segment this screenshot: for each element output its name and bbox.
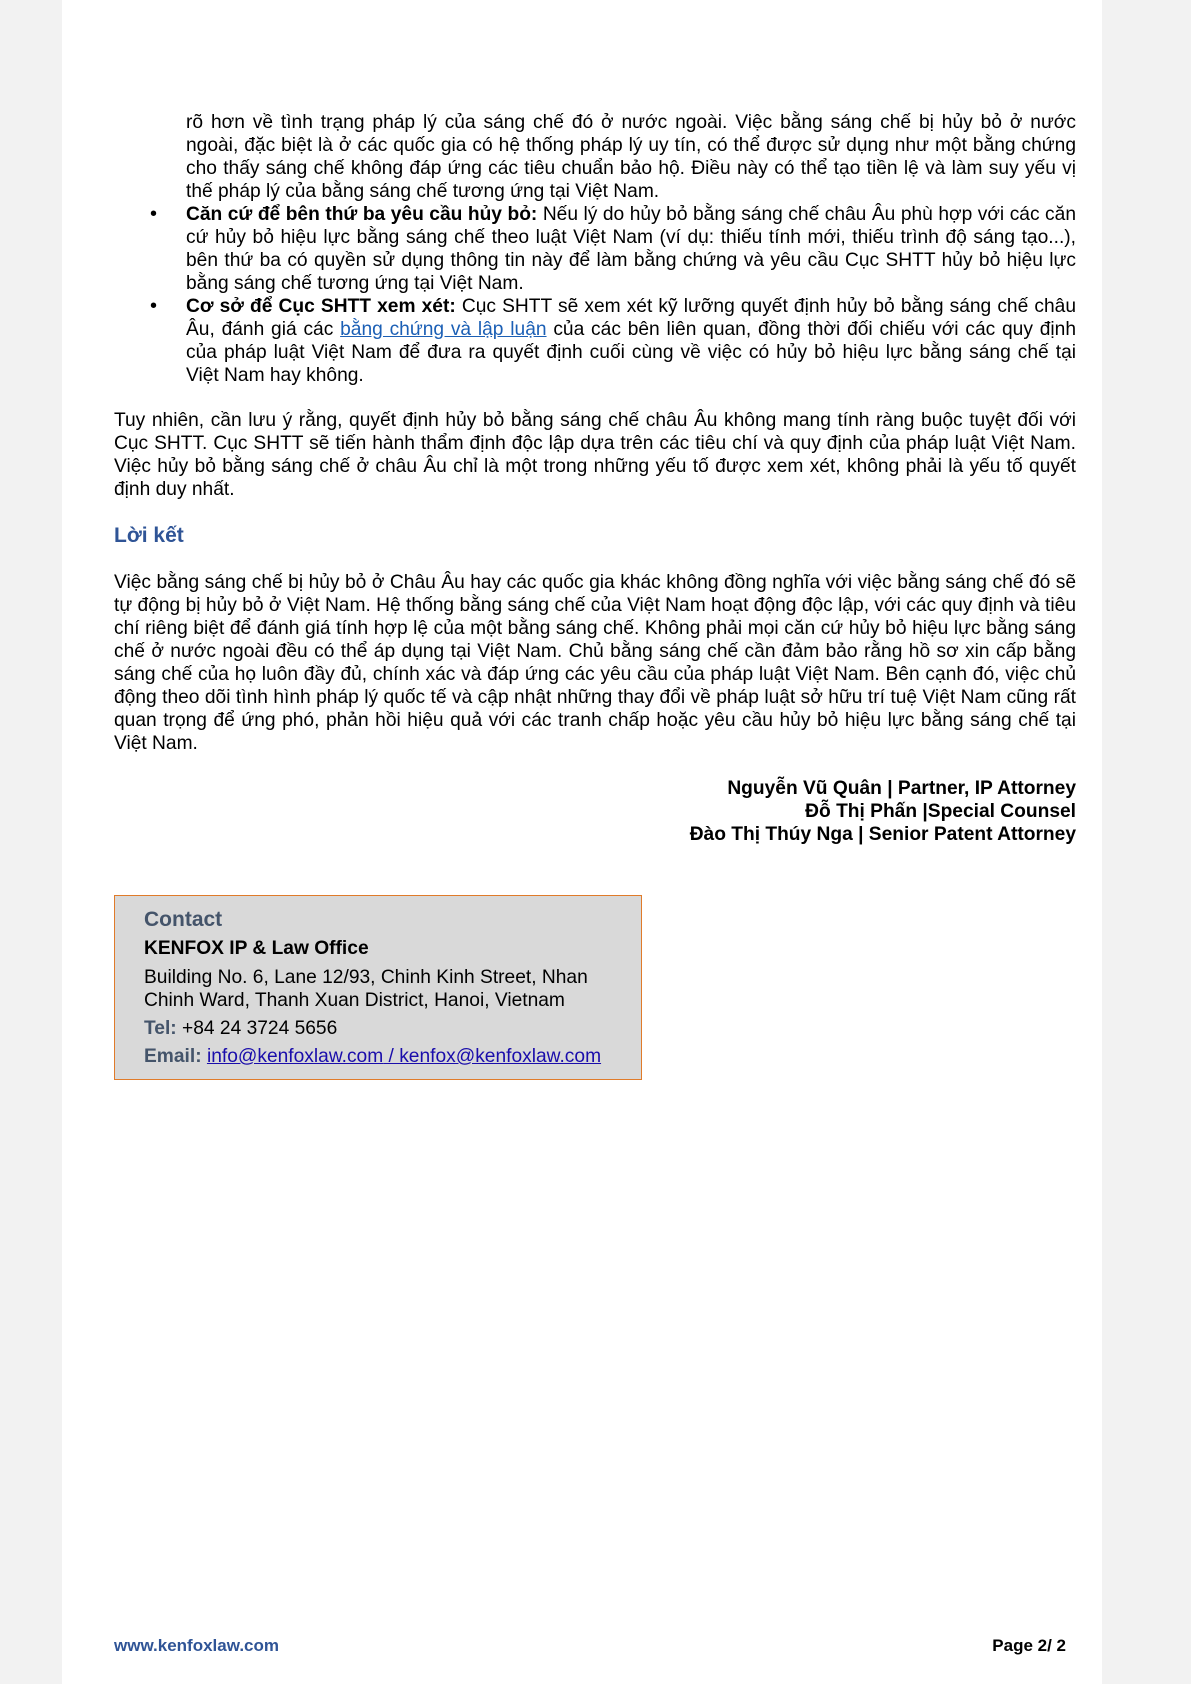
bullet-list [114,203,1076,387]
email-label: Email: [144,1046,202,1067]
bullet-icon: • [150,295,158,317]
conclusion-heading: Lời kết [114,524,184,547]
bullet-icon: • [150,203,158,225]
document-page [62,0,1102,1684]
contact-firm: KENFOX IP & Law Office [144,938,369,959]
tel-value: +84 24 3724 5656 [176,1018,338,1039]
signature-line: Nguyễn Vũ Quân | Partner, IP Attorney [727,778,1076,799]
signature-block [114,777,1076,846]
document-body [114,111,1076,846]
bullet-text: Cục SHTT sẽ xem xét kỹ lưỡng quyết định hủy bỏ bằng sáng chế châu Âu, đánh giá các [186,296,1076,340]
contact-email [144,1045,641,1068]
bullet-title: Căn cứ để bên thứ ba yêu cầu hủy bỏ: [186,204,538,225]
continued-paragraph: rõ hơn về tình trạng pháp lý của sáng chế đó ở nước ngoài. Việc bằng sáng chế bị hủy bỏ ở nước ngoài, đặc biệt là ở các quốc gia có hệ thống pháp lý uy tín, có thể được sử dụng như một bằng chứng cho thấy sáng chế không đáp ứng các tiêu chuẩn bảo hộ. Điều này có thể tạo tiền lệ và làm suy yếu vị thế pháp lý của bằng sáng chế tương ứng tại Việt Nam. [186,112,1076,202]
contact-title: Contact [144,908,223,931]
signature-line: Đỗ Thị Phấn |Special Counsel [805,801,1076,822]
footer-website[interactable]: www.kenfoxlaw.com [114,1636,280,1655]
signature-line: Đào Thị Thúy Nga | Senior Patent Attorney [689,824,1076,845]
however-paragraph: Tuy nhiên, cần lưu ý rằng, quyết định hủy bỏ bằng sáng chế châu Âu không mang tính ràng buộc tuyệt đối với Cục SHTT. Cục SHTT sẽ tiến hành thẩm định độc lập dựa trên các tiêu chí và quy định của pháp luật Việt Nam. Việc hủy bỏ bằng sáng chế ở châu Âu chỉ là một trong những yếu tố được xem xét, không phải là yếu tố quyết định duy nhất. [114,410,1076,500]
bullet-title: Cơ sở để Cục SHTT xem xét: [186,296,456,317]
list-item [150,203,1076,295]
tel-label: Tel: [144,1018,177,1039]
email-link-info[interactable]: info@kenfoxlaw.com [206,1046,384,1067]
contact-address: Building No. 6, Lane 12/93, Chinh Kinh Street, Nhan Chinh Ward, Thanh Xuan District, Hanoi, Vietnam [144,967,588,1011]
list-item [150,295,1076,387]
conclusion-paragraph: Việc bằng sáng chế bị hủy bỏ ở Châu Âu hay các quốc gia khác không đồng nghĩa với việc bằng sáng chế đó sẽ tự động bị hủy bỏ ở Việt Nam. Hệ thống bằng sáng chế của Việt Nam hoạt động độc lập, với các quy định và tiêu chí riêng biệt để đánh giá tính hợp lệ của một bằng sáng chế. Không phải mọi căn cứ hủy bỏ hiệu lực bằng sáng chế ở nước ngoài đều có thể áp dụng tại Việt Nam. Chủ bằng sáng chế cần đảm bảo rằng hồ sơ xin cấp bằng sáng chế của họ luôn đầy đủ, chính xác và đáp ứng các yêu cầu của pháp luật Việt Nam. Bên cạnh đó, việc chủ động theo dõi tình hình pháp lý quốc tế và cập nhật những thay đổi về pháp luật sở hữu trí tuệ Việt Nam cũng rất quan trọng để ứng phó, phản hồi hiệu quả với các tranh chấp hoặc yêu cầu hủy bỏ hiệu lực bằng sáng chế tại Việt Nam. [114,572,1076,754]
footer-page-number: Page 2/ 2 [992,1636,1066,1655]
bullet-text: Nếu lý do hủy bỏ bằng sáng chế châu Âu phù hợp với các căn cứ hủy bỏ hiệu lực bằng sáng chế theo luật Việt Nam (ví dụ: thiếu tính mới, thiếu trình độ sáng tạo...), bên thứ ba có quyền sử dụng thông tin này để làm bằng chứng và yêu cầu Cục SHTT hủy bỏ hiệu lực bằng sáng chế tương ứng tại Việt Nam. [186,204,1076,294]
contact-box [114,895,642,1080]
bullet-text: của các bên liên quan, đồng thời đối chiếu với các quy định của pháp luật Việt Nam để đưa ra quyết định cuối cùng về việc có hủy bỏ hiệu lực bằng sáng chế tại Việt Nam hay không. [186,319,1076,386]
contact-tel [144,1017,641,1040]
evidence-link[interactable]: bằng chứng và lập luận [340,319,547,340]
email-link-kenfox[interactable]: / kenfox@kenfoxlaw.com [383,1046,602,1067]
